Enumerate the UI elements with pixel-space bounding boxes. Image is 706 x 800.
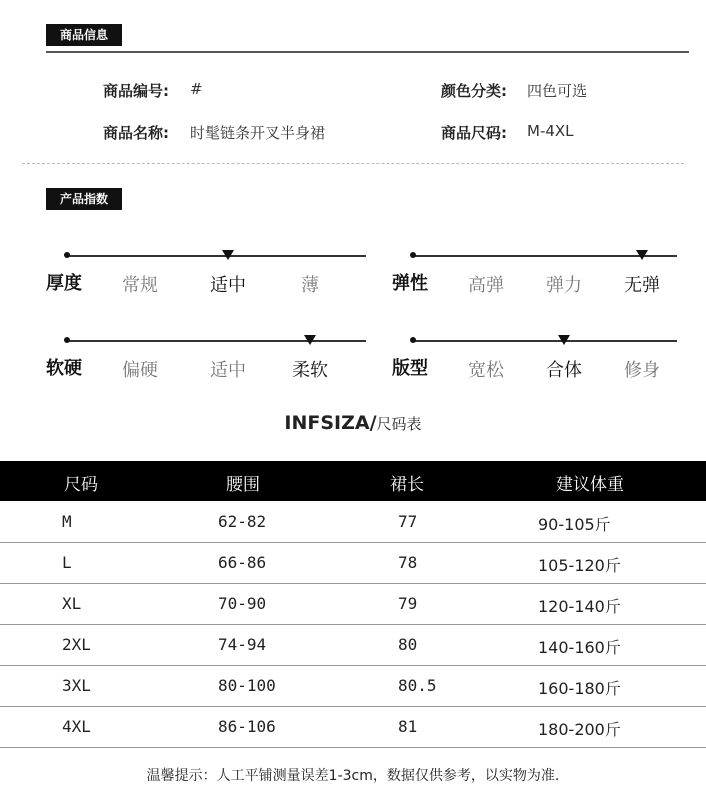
- table-cell: 66-86: [218, 553, 267, 572]
- table-cell: 120-140斤: [538, 597, 621, 616]
- index-name: 弹性: [392, 273, 428, 294]
- table-cell: 80-100: [218, 676, 276, 695]
- table-cell: 81: [398, 717, 418, 736]
- index-start-dot: [410, 252, 416, 258]
- brand-name: INFSIZA/: [284, 412, 377, 434]
- index-scale-line: [412, 340, 677, 342]
- table-cell: 70-90: [218, 594, 267, 613]
- index-marker-icon: [222, 250, 234, 260]
- header-cell-length: 裙长: [390, 475, 424, 495]
- table-cell: 62-82: [218, 512, 267, 531]
- index-option: 柔软: [292, 360, 328, 381]
- index-marker-icon: [636, 250, 648, 260]
- index-start-dot: [64, 337, 70, 343]
- index-option: 偏硬: [122, 360, 158, 381]
- index-option: 常规: [122, 275, 158, 296]
- section-tag-product-index: 产品指数: [46, 188, 122, 210]
- table-cell: 180-200斤: [538, 720, 621, 739]
- index-start-dot: [64, 252, 70, 258]
- measurement-note: 温馨提示：人工平铺测量误差1-3cm，数据仅供参考，以实物为准.: [146, 768, 560, 784]
- index-name: 软硬: [46, 358, 82, 379]
- size-table-header: [0, 461, 706, 501]
- table-cell: 90-105斤: [538, 515, 611, 534]
- product-size-label: 商品尺码:: [441, 124, 507, 142]
- product-size-value: M-4XL: [527, 122, 574, 140]
- index-option: 薄: [301, 275, 319, 296]
- index-name: 厚度: [46, 273, 82, 294]
- color-category-label: 颜色分类:: [441, 82, 507, 100]
- index-softness: [46, 340, 366, 400]
- index-option: 无弹: [624, 275, 660, 296]
- table-cell: 80.5: [398, 676, 437, 695]
- header-cell-waist: 腰围: [226, 475, 260, 495]
- size-table-title: [0, 412, 706, 434]
- index-option: 宽松: [468, 360, 504, 381]
- table-cell: 77: [398, 512, 418, 531]
- table-cell: 160-180斤: [538, 679, 621, 698]
- index-marker-icon: [558, 335, 570, 345]
- table-row: [0, 624, 706, 666]
- table-row: [0, 542, 706, 584]
- table-row: [0, 706, 706, 748]
- product-code-value: #: [190, 80, 203, 98]
- section-rule: [46, 51, 689, 53]
- index-elasticity: [392, 255, 677, 315]
- table-cell: L: [62, 553, 72, 572]
- index-marker-icon: [304, 335, 316, 345]
- table-cell: 2XL: [62, 635, 91, 654]
- table-cell: 3XL: [62, 676, 91, 695]
- table-cell: 74-94: [218, 635, 267, 654]
- table-row: [0, 583, 706, 625]
- table-row: [0, 501, 706, 543]
- table-cell: 79: [398, 594, 418, 613]
- header-cell-weight: 建议体重: [556, 475, 624, 495]
- index-option: 适中: [210, 275, 246, 296]
- index-option: 弹力: [546, 275, 582, 296]
- table-cell: 4XL: [62, 717, 91, 736]
- product-name-label: 商品名称:: [103, 124, 169, 142]
- section-divider: [22, 163, 684, 164]
- index-fit: [392, 340, 677, 400]
- index-option: 合体: [546, 360, 582, 381]
- table-cell: 105-120斤: [538, 556, 621, 575]
- section-tag-product-info: 商品信息: [46, 24, 122, 46]
- table-cell: XL: [62, 594, 82, 613]
- index-option: 适中: [210, 360, 246, 381]
- product-name-value: 时髦链条开叉半身裙: [190, 124, 326, 142]
- table-cell: 78: [398, 553, 418, 572]
- size-table-subtitle: 尺码表: [376, 415, 422, 433]
- header-cell-size: 尺码: [64, 475, 98, 495]
- index-name: 版型: [392, 358, 428, 379]
- index-scale-line: [66, 255, 366, 257]
- index-option: 高弹: [468, 275, 504, 296]
- table-cell: 86-106: [218, 717, 276, 736]
- index-option: 修身: [624, 360, 660, 381]
- table-row: [0, 665, 706, 707]
- table-cell: 80: [398, 635, 418, 654]
- product-code-label: 商品编号:: [103, 82, 169, 100]
- index-scale-line: [66, 340, 366, 342]
- table-cell: M: [62, 512, 72, 531]
- index-start-dot: [410, 337, 416, 343]
- index-thickness: [46, 255, 366, 315]
- color-category-value: 四色可选: [527, 82, 588, 100]
- table-cell: 140-160斤: [538, 638, 621, 657]
